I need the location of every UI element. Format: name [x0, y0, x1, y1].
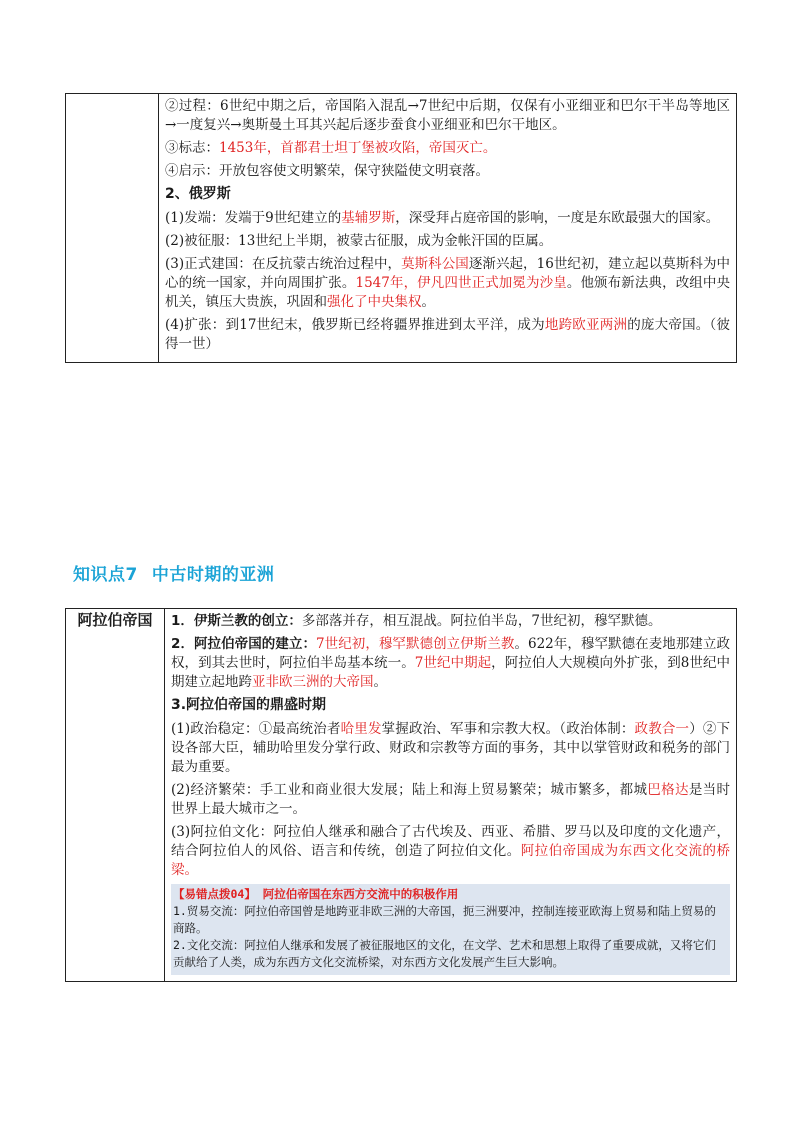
tip-item-culture: 2.文化交流：阿拉伯人继承和发展了被征服地区的文化，在文学、艺术和思想上取得了重要成就，又将它们贡献给了人类，成为东西方文化交流桥梁，对东西方文化发展产生巨大影响。 [173, 938, 716, 969]
section-title: 中古时期的亚洲 [151, 565, 275, 585]
russia-origin: (1)发端：发端于9世纪建立的基辅罗斯，深受拜占庭帝国的影响，一度是东欧最强大的国家。 [165, 210, 720, 226]
empire-founding: 2．阿拉伯帝国的建立：7世纪初，穆罕默德创立伊斯兰教。622年，穆罕默德在麦地那建立政权，到其去世时，阿拉伯半岛基本统一。7世纪中期起，阿拉伯人大规模向外扩张，到8世纪中期建立起地跨亚非欧三洲的大帝国。 [171, 636, 730, 690]
tip-title: 【易错点拨04】 阿拉伯帝国在东西方交流中的积极作用 [173, 887, 459, 901]
table1-label-cell [66, 94, 159, 363]
byzantine-mark: ③标志：1453年，首都君士坦丁堡被攻陷，帝国灭亡。 [165, 140, 497, 156]
heyday-heading: 3.阿拉伯帝国的鼎盛时期 [171, 697, 327, 713]
section-number: 知识点7 [73, 565, 138, 585]
byzantine-process: ②过程：6世纪中期之后，帝国陷入混乱→7世纪中后期，仅保有小亚细亚和巴尔干半岛等地区→一度复兴→奥斯曼土耳其兴起后逐步蚕食小亚细亚和巴尔干地区。 [165, 98, 730, 133]
heyday-politics: (1)政治稳定：①最高统治者哈里发掌握政治、军事和宗教大权。（政治体制：政教合一）②下设各部大臣，辅助哈里发分掌行政、财政和宗教等方面的事务，其中以掌管财政和税务的部门最为重要。 [171, 721, 731, 775]
arab-empire-table [65, 608, 737, 982]
error-tip-box [171, 884, 730, 975]
russia-heading: 2、俄罗斯 [165, 186, 231, 202]
table2-content-cell [165, 609, 737, 982]
section-heading [73, 560, 288, 585]
russia-expansion: (4)扩张：到17世纪末，俄罗斯已经将疆界推进到太平洋，成为地跨欧亚两洲的庞大帝国。（彼得一世） [165, 317, 731, 352]
heyday-culture: (3)阿拉伯文化：阿拉伯人继承和融合了古代埃及、西亚、希腊、罗马以及印度的文化遗产，结合阿拉伯人的风俗、语言和传统，创造了阿拉伯文化。阿拉伯帝国成为东西文化交流的桥梁。 [171, 824, 731, 878]
islam-founding: 1．伊斯兰教的创立：多部落并存，相互混战。阿拉伯半岛，7世纪初，穆罕默德。 [171, 613, 662, 629]
tip-item-trade: 1.贸易交流：阿拉伯帝国曾是地跨亚非欧三洲的大帝国，扼三洲要冲，控制连接亚欧海上贸易和陆上贸易的商路。 [173, 904, 716, 935]
russia-founding: (3)正式建国：在反抗蒙古统治过程中，莫斯科公国逐渐兴起，16世纪初，建立起以莫斯科为中心的统一国家，并向周围扩张。1547年，伊凡四世正式加冕为沙皇。他颁布新法典，改组中央机关，镇压大贵族，巩固和强化了中央集权。 [165, 256, 731, 310]
table1-content-cell [159, 94, 737, 363]
byzantine-insight: ④启示：开放包容使文明繁荣，保守狭隘使文明衰落。 [165, 163, 489, 179]
byzantine-russia-table [65, 93, 737, 363]
russia-conquered: (2)被征服：13世纪上半期，被蒙古征服，成为金帐汗国的臣属。 [165, 233, 553, 249]
arab-empire-label: 阿拉伯帝国 [66, 609, 165, 982]
heyday-economy: (2)经济繁荣：手工业和商业很大发展；陆上和海上贸易繁荣；城市繁多，都城巴格达是当时世界上最大城市之一。 [171, 782, 731, 817]
